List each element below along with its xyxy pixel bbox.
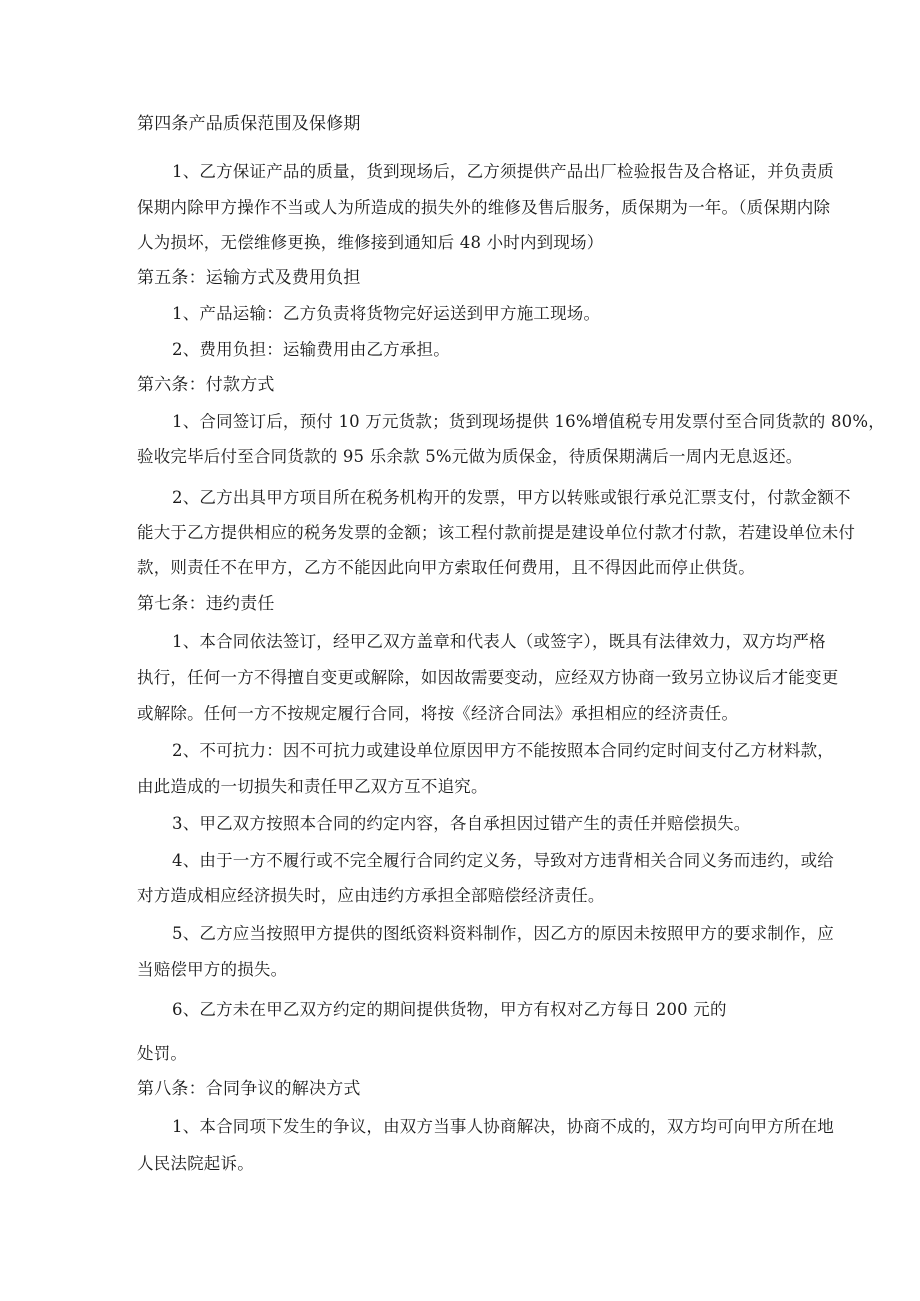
article-7-clause-6-line-2: 处罚。 bbox=[137, 1044, 188, 1063]
article-7-clause-4-line-2: 对方造成相应经济损失时，应由违约方承担全部赔偿经济责任。 bbox=[137, 886, 605, 905]
article-7-clause-2-line-2: 由此造成的一切损失和责任甲乙双方互不追究。 bbox=[137, 777, 488, 796]
article-7-clause-3: 3、甲乙双方按照本合同的约定内容，各自承担因过错产生的责任并赔偿损失。 bbox=[172, 814, 751, 833]
article-7-clause-1-line-1: 1、本合同依法签订，经甲乙双方盖章和代表人（或签字），既具有法律效力，双方均严格 bbox=[172, 632, 826, 651]
article-4-clause-1-line-2: 保期内除甲方操作不当或人为所造成的损失外的维修及售后服务，质保期为一年。（质保期内除 bbox=[137, 198, 831, 217]
article-7-clause-1-line-3: 或解除。任何一方不按规定履行合同，将按《经济合同法》承担相应的经济责任。 bbox=[137, 704, 739, 723]
article-7-clause-1-line-2: 执行，任何一方不得擅自变更或解除，如因故需要变动，应经双方协商一致另立协议后才能变更 bbox=[137, 668, 839, 687]
article-4-clause-1-line-1: 1、乙方保证产品的质量，货到现场后，乙方须提供产品出厂检验报告及合格证，并负责质 bbox=[172, 162, 834, 181]
article-8-clause-1-line-1: 1、本合同项下发生的争议，由双方当事人协商解决，协商不成的，双方均可向甲方所在地 bbox=[172, 1117, 834, 1136]
article-7-clause-6-line-1: 6、乙方未在甲乙双方约定的期间提供货物，甲方有权对乙方每日 200 元的 bbox=[172, 1000, 727, 1019]
article-7-clause-5-line-1: 5、乙方应当按照甲方提供的图纸资料资料制作，因乙方的原因未按照甲方的要求制作，应 bbox=[172, 924, 834, 943]
article-6-clause-2-line-3: 款，则责任不在甲方，乙方不能因此向甲方索取任何费用，且不得因此而停止供货。 bbox=[137, 558, 755, 577]
article-6-clause-2-line-2: 能大于乙方提供相应的税务发票的金额；该工程付款前提是建设单位付款才付款，若建设单位未付 bbox=[137, 523, 856, 542]
article-6-clause-1-line-2: 验收完毕后付至合同货款的 95 乐余款 5%元做为质保金，待质保期满后一周内无息返还。 bbox=[137, 447, 803, 466]
article-6-heading: 第六条：付款方式 bbox=[137, 375, 275, 395]
article-7-clause-5-line-2: 当赔偿甲方的损失。 bbox=[137, 960, 288, 979]
article-5-heading: 第五条：运输方式及费用负担 bbox=[137, 268, 361, 288]
article-7-heading: 第七条：违约责任 bbox=[137, 594, 275, 614]
article-4-heading: 第四条产品质保范围及保修期 bbox=[137, 114, 361, 134]
article-6-clause-1-line-1: 1、合同签订后，预付 10 万元货款；货到现场提供 16%增值税专用发票付至合同货款的 80%， bbox=[172, 412, 885, 431]
article-5-clause-2: 2、费用负担：运输费用由乙方承担。 bbox=[172, 340, 450, 359]
article-8-clause-1-line-2: 人民法院起诉。 bbox=[137, 1154, 254, 1173]
article-5-clause-1: 1、产品运输：乙方负责将货物完好运送到甲方施工现场。 bbox=[172, 304, 601, 323]
article-4-clause-1-line-3: 人为损坏，无偿维修更换，维修接到通知后 48 小时内到现场） bbox=[137, 233, 604, 252]
article-8-heading: 第八条：合同争议的解决方式 bbox=[137, 1079, 361, 1099]
article-7-clause-2-line-1: 2、不可抗力：因不可抗力或建设单位原因甲方不能按照本合同约定时间支付乙方材料款， bbox=[172, 741, 834, 760]
article-7-clause-4-line-1: 4、由于一方不履行或不完全履行合同约定义务，导致对方违背相关合同义务而违约，或给 bbox=[172, 851, 834, 870]
article-6-clause-2-line-1: 2、乙方出具甲方项目所在税务机构开的发票，甲方以转账或银行承兑汇票支付，付款金额不 bbox=[172, 488, 851, 507]
